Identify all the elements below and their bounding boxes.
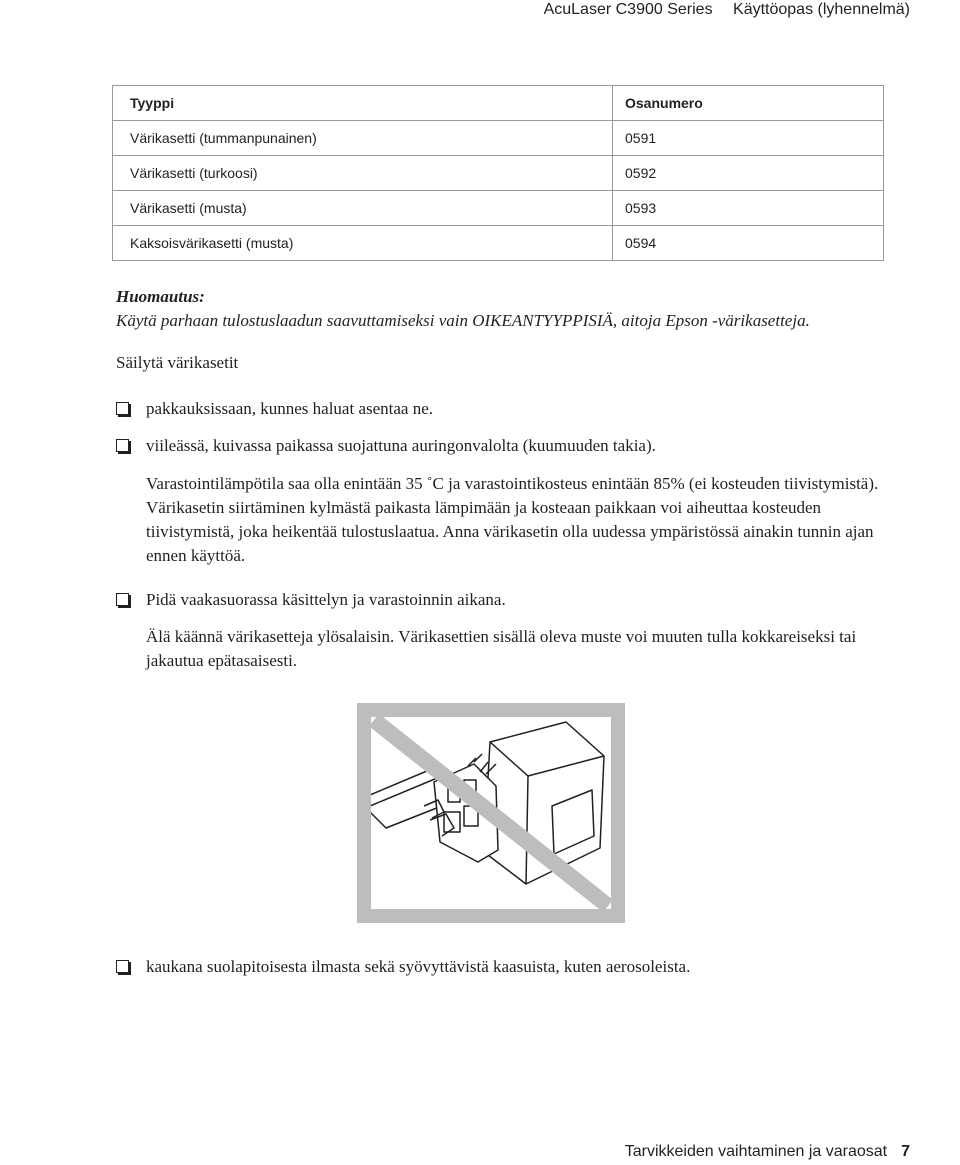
cell-type: Kaksoisvärikasetti (musta) [113,226,613,261]
cell-part-number: 0594 [613,226,884,261]
table-row [113,191,884,226]
list-item-text: pakkauksissaan, kunnes haluat asentaa ne. [146,399,434,418]
note-title: Huomautus: [116,287,205,306]
cell-part-number: 0592 [613,156,884,191]
page-number: 7 [901,1143,910,1160]
checkbox-bullet-icon [116,593,129,606]
list-item [116,397,433,421]
checkbox-bullet-icon [116,439,129,452]
table-row [113,226,884,261]
header-product: AcuLaser C3900 Series [543,1,713,18]
list-item [116,955,690,979]
temperature-paragraph: Varastointilämpötila saa olla enintään 35 ˚C ja varastointikosteus enintään 85% (ei kosteuden tiivistymistä). Värikasetin siirtäminen kylmästä paikasta lämpimään ja kosteaan paikkaan voi aiheuttaa kosteuden tiivistymistä, joka heikentää tulostuslaatua. Anna värikasetin olla uudessa ympäristössä ainakin tunnin ajan ennen käyttöä. [146,474,879,565]
footer-section-title: Tarvikkeiden vaihtaminen ja varaosat [624,1143,888,1160]
upside-down-paragraph: Älä käännä värikasetteja ylösalaisin. Värikasettien sisällä oleva muste voi muuten tulla kokkareiseksi tai jakautua epätasaisesti. [146,627,857,670]
cell-part-number: 0591 [613,121,884,156]
list-item [116,588,506,612]
header-guide-title: Käyttöopas (lyhennelmä) [733,1,910,18]
cell-type: Värikasetti (musta) [113,191,613,226]
parts-table [112,85,884,261]
list-item-text: Pidä vaakasuorassa käsittelyn ja varastoinnin aikana. [146,590,506,609]
cell-type: Värikasetti (tummanpunainen) [113,121,613,156]
storage-intro: Säilytä värikasetit [116,353,239,372]
checkbox-bullet-icon [116,960,129,973]
table-header-row [113,86,884,121]
page-header [544,0,910,20]
list-item-text: viileässä, kuivassa paikassa suojattuna auringonvalolta (kuumuuden takia). [146,436,656,455]
note-text: Käytä parhaan tulostuslaadun saavuttamiseksi vain OIKEANTYYPPISIÄ, aitoja Epson -värikasetteja. [116,311,810,330]
column-header-part-number: Osanumero [613,86,884,121]
column-header-type: Tyyppi [113,86,613,121]
list-item [116,434,656,458]
page-footer [625,1141,910,1163]
list-item-text: kaukana suolapitoisesta ilmasta sekä syövyttävistä kaasuista, kuten aerosoleista. [146,957,691,976]
table-row [113,121,884,156]
table-row [113,156,884,191]
checkbox-bullet-icon [116,402,129,415]
no-upside-down-cartridge-illustration [350,702,626,924]
cell-type: Värikasetti (turkoosi) [113,156,613,191]
cell-part-number: 0593 [613,191,884,226]
